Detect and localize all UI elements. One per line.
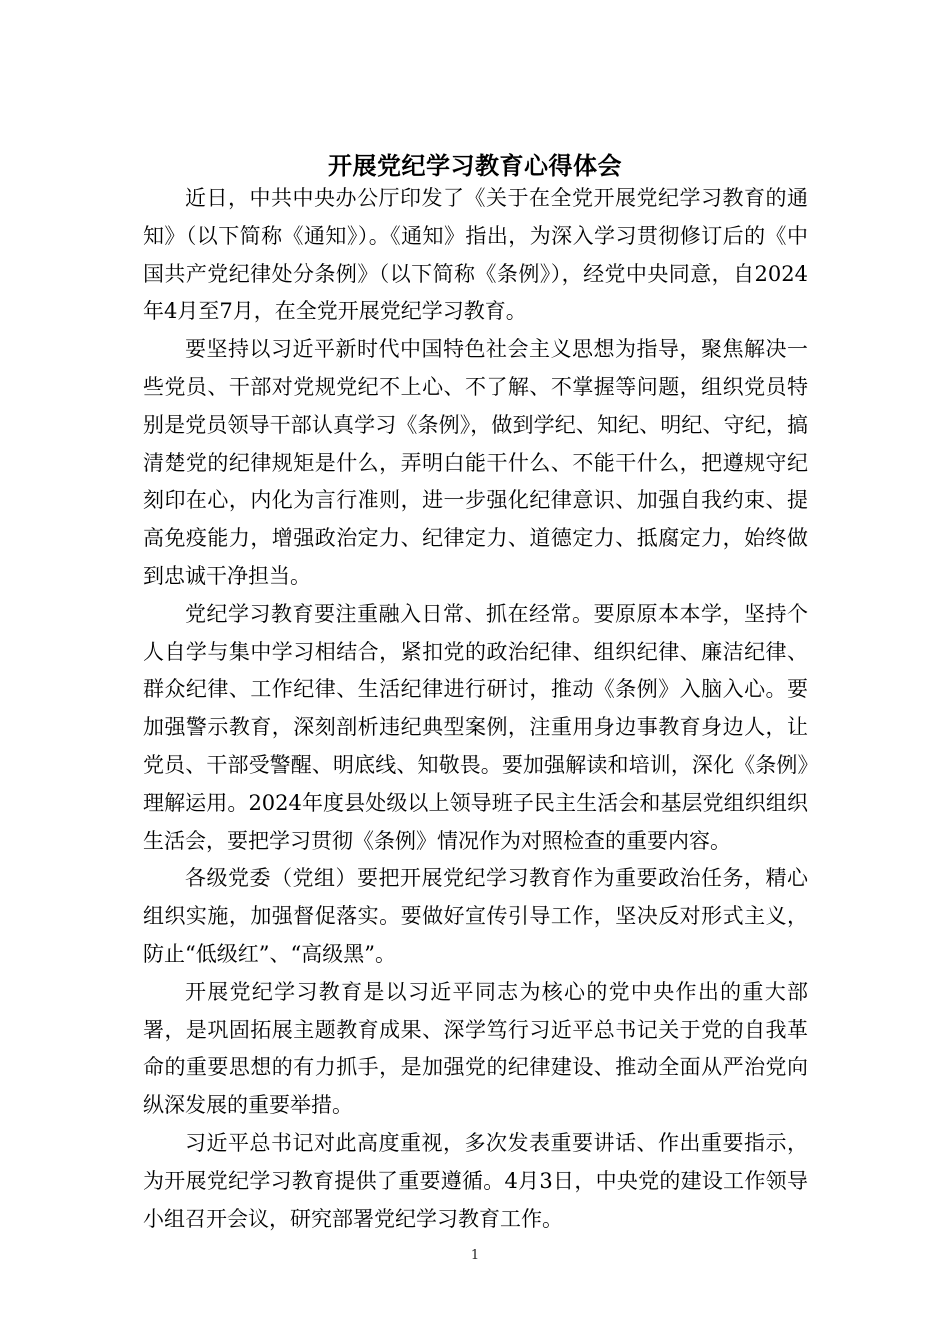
paragraph-2: 要坚持以习近平新时代中国特色社会主义思想为指导，聚焦解决一些党员、干部对党规党纪不上心、不了解、不掌握等问题，组织党员特别是党员领导干部认真学习《条例》，做到学纪、知纪、明纪、守纪，搞清楚党的纪律规矩是什么，弄明白能干什么、不能干什么，把遵规守纪刻印在心，内化为言行准则，进一步强化纪律意识、加强自我约束、提高免疫能力，增强政治定力、纪律定力、道德定力、抵腐定力，始终做到忠诚干净担当。 [143, 337, 808, 588]
paragraph-5: 开展党纪学习教育是以习近平同志为核心的党中央作出的重大部署，是巩固拓展主题教育成果、深学笃行习近平总书记关于党的自我革命的重要思想的有力抓手，是加强党的纪律建设、推动全面从严治党向纵深发展的重要举措。 [143, 979, 808, 1118]
paragraph-3: 党纪学习教育要注重融入日常、抓在经常。要原原本本学，坚持个人自学与集中学习相结合，紧扣党的政治纪律、组织纪律、廉洁纪律、群众纪律、工作纪律、生活纪律进行研讨，推动《条例》入脑入心。要加强警示教育，深刻剖析违纪典型案例，注重用身边事教育身边人，让党员、干部受警醒、明底线、知敬畏。要加强解读和培训，深化《条例》理解运用。2024年度县处级以上领导班子民主生活会和基层党组织组织生活会，要把学习贯彻《条例》情况作为对照检查的重要内容。 [143, 601, 808, 853]
document-title: 开展党纪学习教育心得体会 [328, 151, 622, 181]
page-number: 1 [470, 1248, 480, 1263]
paragraph-6: 习近平总书记对此高度重视，多次发表重要讲话、作出重要指示，为开展党纪学习教育提供了重要遵循。4月3日，中央党的建设工作领导小组召开会议，研究部署党纪学习教育工作。 [143, 1130, 808, 1231]
document-body [143, 180, 808, 1238]
paragraph-1: 近日，中共中央办公厅印发了《关于在全党开展党纪学习教育的通知》（以下简称《通知》）。《通知》指出，为深入学习贯彻修订后的《中国共产党纪律处分条例》（以下简称《条例》），经党中央同意，自2024年4月至7月，在全党开展党纪学习教育。 [143, 186, 808, 324]
paragraph-4: 各级党委（党组）要把开展党纪学习教育作为重要政治任务，精心组织实施，加强督促落实。要做好宣传引导工作，坚决反对形式主义，防止“低级红”、“高级黑”。 [143, 866, 808, 966]
